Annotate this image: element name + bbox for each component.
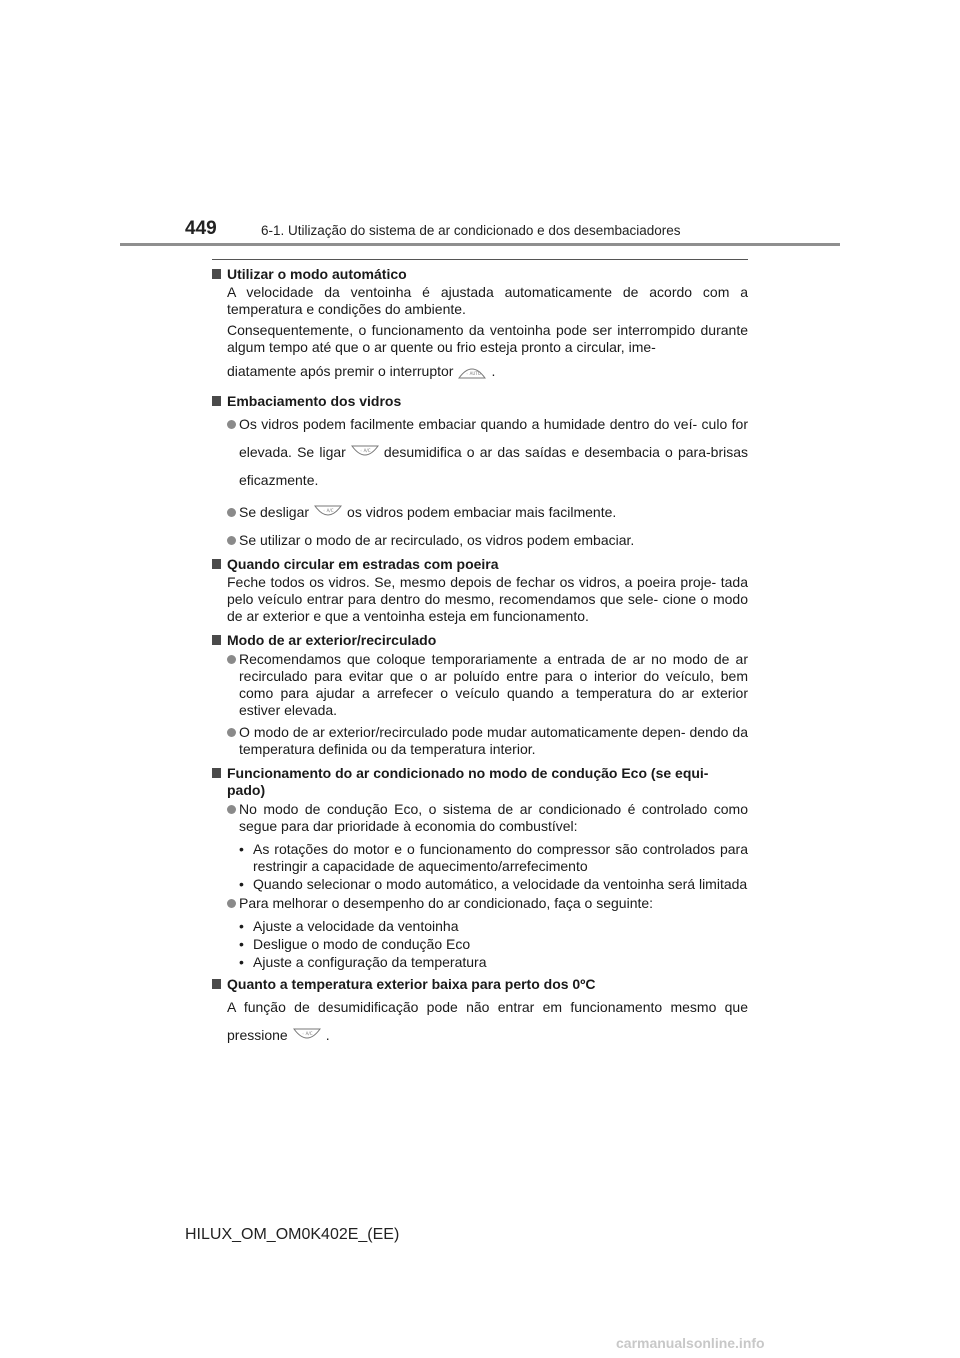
- sub-list-item: • Desligue o modo de condução Eco: [239, 936, 471, 952]
- round-bullet-icon: [227, 805, 236, 814]
- chapter-title: 6-1. Utilização do sistema de ar condicionado e dos desembaciadores: [261, 223, 681, 238]
- sub-list-item: • Ajuste a configuração da temperatura: [239, 954, 487, 970]
- page-content: [212, 266, 748, 1049]
- square-bullet-icon: [212, 396, 221, 406]
- square-bullet-icon: [212, 768, 221, 778]
- section-title-window-fogging: Embaciamento dos vidros: [212, 393, 748, 410]
- round-bullet-icon: [227, 728, 236, 737]
- sub-list-item: • As rotações do motor e o funcionamento do compressor são controlados para restringir a capacidade de aquecimento/arrefecimento: [239, 841, 748, 874]
- square-bullet-icon: [212, 559, 221, 569]
- sub-list-item: • Ajuste a velocidade da ventoinha: [239, 918, 459, 934]
- auto-button-icon: [458, 363, 486, 380]
- list-item: Se desligar ◦ A/C os vidros podem embaciar mais facilmente.: [212, 497, 748, 527]
- square-bullet-icon: [212, 979, 221, 989]
- sub-list-item: • Quando selecionar o modo automático, a velocidade da ventoinha será limitada: [239, 876, 748, 892]
- header-rule: [120, 243, 840, 246]
- round-bullet-icon: [227, 508, 236, 517]
- list-item: No modo de condução Eco, o sistema de ar condicionado é controlado como segue para dar prioridade à economia do combustível:: [212, 801, 748, 835]
- svg-text:◦ A/C: ◦ A/C: [359, 448, 371, 453]
- section-title-air-mode: Modo de ar exterior/recirculado: [212, 632, 748, 649]
- paragraph: A velocidade da ventoinha é ajustada automaticamente de acordo com a temperatura e condições do ambiente.: [227, 284, 748, 317]
- round-bullet-icon: [227, 655, 236, 664]
- svg-text:◦ AUTO: ◦ AUTO: [466, 371, 482, 376]
- svg-text:◦ A/C: ◦ A/C: [323, 508, 334, 513]
- ac-button-icon: [293, 1027, 321, 1044]
- watermark: carmanualsonline.info: [616, 1335, 765, 1351]
- ac-button-icon: [314, 504, 342, 521]
- content-rule: [212, 259, 748, 260]
- svg-text:◦ A/C: ◦ A/C: [301, 1031, 313, 1036]
- square-bullet-icon: [212, 635, 221, 645]
- round-bullet-icon: [227, 899, 236, 908]
- list-item: Os vidros podem facilmente embaciar quando a humidade dentro do veí- culo for elevada. Se ligar ◦ A/C desumidifica o ar das saídas e desembacia o para-brisas eficazmente.: [212, 410, 748, 494]
- list-item: Para melhorar o desempenho do ar condicionado, faça o seguinte:: [212, 895, 748, 912]
- paragraph: Consequentemente, o funcionamento da ventoinha pode ser interrompido durante algum tempo até que o ar quente ou frio esteja pronto a circular, ime-: [227, 322, 748, 355]
- section-title-auto-mode: Utilizar o modo automático: [212, 266, 748, 283]
- list-item: Recomendamos que coloque temporariamente a entrada de ar no modo de ar recirculado para evitar que o ar poluído entre para o interior do veículo, bem como para ajudar a arrefecer o veículo quando a temperatura do ar exterior estiver elevada.: [212, 651, 748, 719]
- section-title-eco-mode: Funcionamento do ar condicionado no modo de condução Eco (se equi- pado): [212, 765, 748, 799]
- paragraph: diatamente após premir o interruptor ◦ AUTO .: [227, 363, 496, 379]
- list-item: Se utilizar o modo de ar recirculado, os vidros podem embaciar.: [212, 532, 748, 549]
- section-title-low-temperature: Quanto a temperatura exterior baixa para perto dos 0ºC: [212, 976, 748, 993]
- square-bullet-icon: [212, 269, 221, 279]
- page-number: 449: [185, 218, 217, 239]
- round-bullet-icon: [227, 536, 236, 545]
- section-title-dusty-roads: Quando circular em estradas com poeira: [212, 556, 748, 573]
- paragraph: Feche todos os vidros. Se, mesmo depois de fechar os vidros, a poeira proje- tada pelo veículo entrar para dentro do mesmo, recomendamos que sele- cione o modo de ar exterior e que a ventoinha esteja em funcionamento.: [227, 574, 748, 624]
- list-item: O modo de ar exterior/recirculado pode mudar automaticamente depen- dendo da temperatura definida ou da temperatura interior.: [212, 724, 748, 758]
- round-bullet-icon: [227, 420, 236, 429]
- paragraph: A função de desumidificação pode não entrar em funcionamento mesmo que pressione ◦ A/C .: [227, 999, 748, 1043]
- ac-button-icon: [351, 444, 379, 461]
- document-code: HILUX_OM_OM0K402E_(EE): [185, 1226, 400, 1243]
